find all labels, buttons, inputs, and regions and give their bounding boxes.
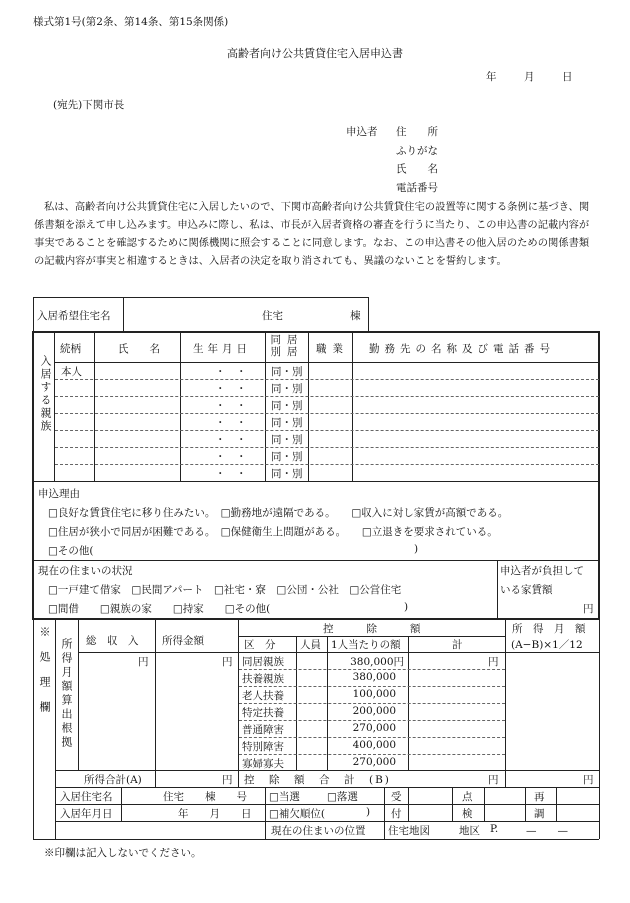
family-birth: ・ ・: [215, 366, 247, 378]
family-birth: ・ ・: [215, 451, 247, 463]
office-monthly-label-2: (A−B)×1／12: [511, 639, 583, 651]
office-lost[interactable]: □落選: [327, 791, 358, 803]
family-cohabit: 同・別: [271, 383, 303, 395]
current-housing-label: 現在の住まいの状況: [38, 565, 133, 577]
deduction-amount: 380,000: [352, 671, 396, 683]
family-cohabit: 同・別: [271, 417, 303, 429]
housing-to: 棟: [350, 310, 361, 322]
reason-other-close: ): [414, 543, 419, 555]
applicant-furigana-label: ふりがな: [396, 145, 438, 157]
family-col-workplace: 勤務先の名称及び電話番号: [369, 343, 555, 355]
office-date-values: 年 月 日: [178, 808, 252, 820]
family-row[interactable]: [55, 380, 599, 396]
family-col-relation: 続柄: [60, 343, 81, 355]
family-birth: ・ ・: [215, 468, 247, 480]
office-checked-2: 検: [462, 808, 473, 820]
office-yen-a: 円: [222, 774, 233, 786]
office-col-persons: 人員: [300, 639, 321, 651]
office-map: 住宅地図: [388, 825, 430, 837]
family-col-cohabit: 同居別居: [270, 334, 304, 358]
date-day: 日: [562, 71, 573, 83]
office-housing-values: 住宅 棟 号: [163, 791, 247, 803]
family-row[interactable]: [55, 397, 599, 413]
rent-label-1: 申込者が負担して: [500, 565, 584, 577]
family-row[interactable]: [55, 431, 599, 447]
office-col-per-person: 1人当たりの額: [331, 639, 401, 651]
office-received-2: 付: [391, 808, 402, 820]
applicant-label: 申込者: [346, 126, 378, 138]
office-location: 現在の住まいの位置: [271, 825, 366, 837]
date-month: 月: [524, 71, 535, 83]
office-checked-1: 点: [462, 791, 473, 803]
deduction-category: 特定扶養: [242, 707, 284, 719]
family-cohabit: 同・別: [271, 434, 303, 446]
family-cohabit: 同・別: [271, 468, 303, 480]
family-birth: ・ ・: [215, 400, 247, 412]
office-col-total: 計: [452, 639, 463, 651]
family-col-birth: 生年月日: [193, 343, 251, 355]
deduction-amount: 270,000: [352, 756, 396, 768]
footnote: ※印欄は記入しないでください。: [44, 847, 202, 859]
family-birth: ・ ・: [215, 383, 247, 395]
deduction-amount: 100,000: [352, 688, 396, 700]
current-housing-other-close: ): [404, 601, 409, 613]
family-birth: ・ ・: [215, 434, 247, 446]
office-housing-label: 入居住宅名: [60, 791, 113, 803]
applicant-name-label: 氏 名: [396, 163, 438, 175]
reason-line-1[interactable]: □良好な賃貸住宅に移り住みたい。 □勤務地が遠隔である。 □収入に対し家賃が高額である。: [48, 507, 509, 519]
office-waitlist[interactable]: □補欠順位(: [269, 808, 326, 820]
office-calc-label: 所得月額算出根拠: [60, 638, 73, 750]
office-map-dash: — —: [526, 825, 568, 837]
family-relation: 本人: [61, 366, 82, 378]
office-yen-total: 円: [488, 656, 499, 668]
housing-jutaku: 住宅: [262, 310, 283, 322]
office-monthly-label-1: 所 得 月 額: [512, 623, 586, 635]
family-col-job: 職業: [316, 343, 349, 355]
current-housing-line-1[interactable]: □一戸建て借家 □民間アパート □社宅・寮 □公団・公社 □公営住宅: [48, 584, 402, 596]
office-yen-income: 円: [138, 656, 149, 668]
family-row[interactable]: [55, 414, 599, 430]
office-surveyed-2: 調: [534, 808, 545, 820]
deduction-category: 寡婦寡夫: [242, 758, 284, 770]
office-yen-b: 円: [488, 774, 499, 786]
form-title: 高齢者向け公共賃貸住宅入居申込書: [227, 47, 403, 60]
rent-label-2: いる家賃額: [500, 584, 553, 596]
family-col-name: 氏 名: [118, 343, 160, 355]
form-number: 様式第1号(第2条、第14条、第15条関係): [33, 16, 229, 28]
reason-label: 申込理由: [38, 488, 80, 500]
family-cohabit: 同・別: [271, 400, 303, 412]
applicant-phone-label: 電話番号: [396, 182, 438, 194]
housing-name-field[interactable]: [126, 300, 256, 328]
deduction-category: 同居親族: [242, 656, 284, 668]
office-income-total-label: 所得合計(A): [84, 774, 142, 786]
family-row[interactable]: [55, 448, 599, 464]
office-waitlist-close: ): [366, 806, 371, 818]
rent-unit: 円: [583, 603, 594, 615]
office-deduction-label: 控 除 額: [323, 623, 425, 635]
deduction-amount: 270,000: [352, 722, 396, 734]
deduction-category: 老人扶養: [242, 690, 284, 702]
office-income-amount: 所得金額: [162, 635, 204, 647]
family-side-label: 入居する親族: [39, 355, 52, 433]
office-total-income: 総 収 入: [86, 635, 139, 647]
deduction-category: 扶養親族: [242, 673, 284, 685]
deduction-category: 特別障害: [242, 741, 284, 753]
family-birth: ・ ・: [215, 417, 247, 429]
addressee: (宛先)下関市長: [53, 99, 125, 111]
family-row[interactable]: [55, 363, 599, 379]
reason-line-2[interactable]: □住居が狭小で同居が困難である。 □保健衛生上問題がある。 □立退きを要求されている。: [48, 526, 498, 538]
office-map-area: 地区: [459, 825, 480, 837]
family-row[interactable]: [55, 465, 599, 481]
date-year: 年: [486, 71, 497, 83]
office-surveyed-1: 再: [534, 791, 545, 803]
family-cohabit: 同・別: [271, 451, 303, 463]
office-map-page: P.: [490, 823, 499, 835]
family-cohabit: 同・別: [271, 366, 303, 378]
current-housing-line-2[interactable]: □間借 □親族の家 □持家 □その他(: [48, 603, 271, 615]
deduction-amount: 400,000: [352, 739, 396, 751]
office-date-label: 入居年月日: [60, 808, 113, 820]
office-deduction-total-label: 控 除 額 合 計 (B): [244, 774, 391, 786]
deduction-category: 普通障害: [242, 724, 284, 736]
housing-label: 入居希望住宅名: [37, 310, 111, 322]
applicant-address-label: 住 所: [396, 126, 438, 138]
reason-other[interactable]: □その他(: [48, 545, 94, 557]
office-yen-monthly: 円: [583, 774, 594, 786]
office-col-category: 区 分: [244, 639, 276, 651]
office-yen-amount: 円: [222, 656, 233, 668]
deduction-amount: 380,000円: [350, 656, 404, 668]
office-chosen[interactable]: □当選: [269, 791, 300, 803]
deduction-amount: 200,000: [352, 705, 396, 717]
office-received-1: 受: [391, 791, 402, 803]
office-side-label: ※処理欄: [38, 626, 51, 726]
declaration-text: 私は、高齢者向け公共賃貸住宅に入居したいので、下関市高齢者向け公共賃貸住宅の設置等に関する条例に基づき、関係書類を添えて申し込みます。申込みに際し、私は、市長が入居者資格の審査を行うに当たり、この申込書の記載内容が事実であることを確認するために関係機関に照会することに同意します。なお、この申込書その他入居のための関係書類の記載内容が事実と相違するときは、入居者の決定を取り消されても、異議のないことを誓約します。: [34, 201, 590, 267]
